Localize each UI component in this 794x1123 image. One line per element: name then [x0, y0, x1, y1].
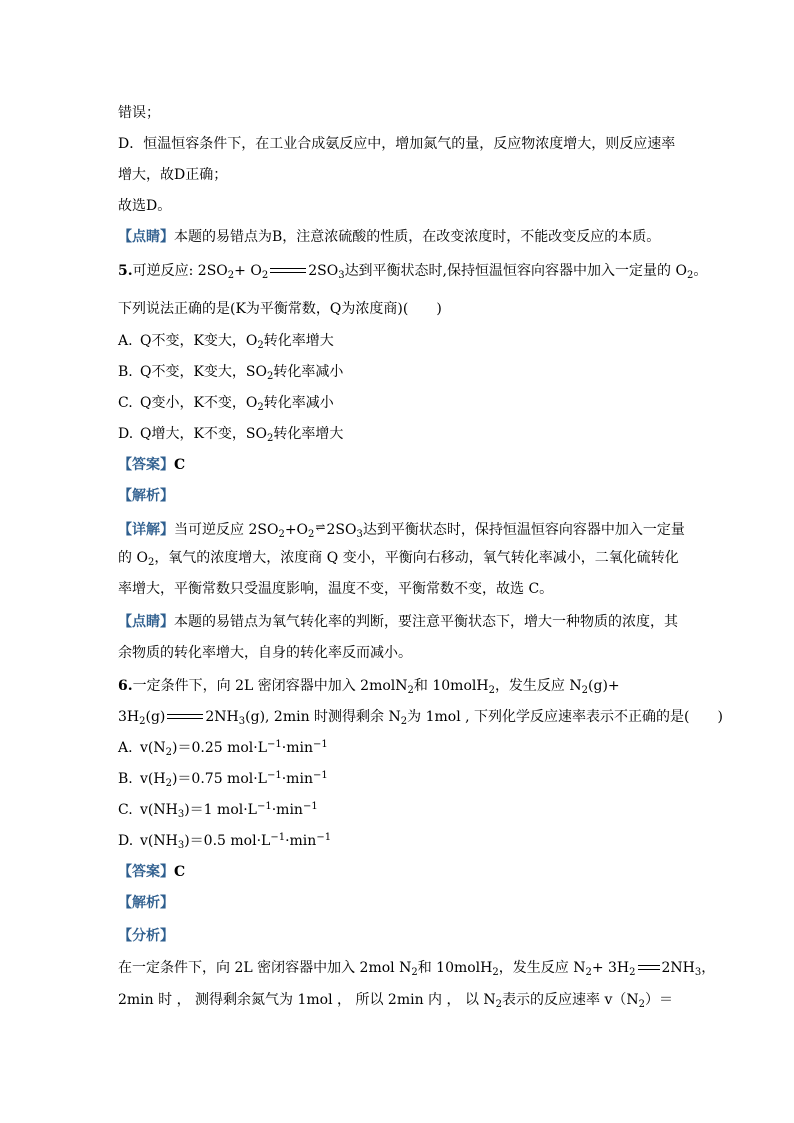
question-6-stem: [118, 676, 620, 696]
subscript: 2: [257, 340, 264, 351]
subscript: 2: [629, 967, 636, 978]
tip-tag: 【点睛】: [118, 229, 174, 245]
option-a: [118, 331, 334, 351]
text: 为 1mol , 下列化学反应速率表示不正确的是( ): [407, 709, 723, 725]
text: ，发生反应 N: [494, 678, 582, 694]
text: Q不变，K变大，SO: [140, 364, 268, 380]
superscript: −1: [267, 739, 282, 750]
text: )＝0.5 mol·L: [184, 833, 271, 849]
subscript: 2: [638, 999, 646, 1010]
text: Q变小，K不变，O: [140, 395, 258, 411]
tip-text: 本题的易错点为B，注意浓硫酸的性质，在改变浓度时，不能改变反应的本质。: [174, 229, 661, 245]
option-c: [118, 800, 318, 820]
option-b: [118, 769, 328, 789]
analysis-tag: 【解析】: [118, 488, 174, 504]
text: v(NH: [140, 833, 178, 849]
option-label: B.: [118, 771, 133, 787]
option-label: A.: [118, 740, 133, 756]
text: (g): [145, 709, 166, 725]
answer-tag: 【答案】: [118, 457, 174, 473]
text-line: 增大，故D正确；: [118, 167, 228, 183]
superscript: −1: [313, 739, 328, 750]
text: v(N: [140, 740, 166, 756]
text: ，氧气的浓度增大，浓度商 Q 变小，平衡向右移动，氧气转化率减小，二氧化硫转化: [154, 550, 679, 566]
text: 转化率减小: [273, 364, 344, 380]
subscript: 2: [488, 685, 495, 696]
subscript: 2: [495, 999, 503, 1010]
subscript: 2: [267, 433, 274, 444]
answer-value: C: [174, 864, 186, 880]
subscript: 2: [165, 778, 172, 789]
analysis-line: [118, 893, 174, 913]
subscript: 2: [165, 747, 172, 758]
brief-analysis-line: [118, 926, 174, 946]
text: 2SO: [326, 522, 357, 538]
text: 的 O: [118, 550, 148, 566]
analysis-tag: 【解析】: [118, 895, 174, 911]
option-a: [118, 738, 328, 758]
text: 达到平衡状态时，保持恒温恒容向容器中加入一定量: [362, 522, 685, 538]
text: ，发生反应 N: [498, 960, 586, 976]
subscript: 2: [308, 529, 315, 540]
text: ·min: [281, 740, 313, 756]
superscript: −1: [316, 832, 332, 843]
text: 转化率增大: [263, 333, 334, 349]
option-label: A.: [118, 333, 133, 349]
tip-line-3: 余物质的转化率增大，自身的转化率反而减小。: [118, 645, 412, 661]
question-6-stem-2: [118, 707, 723, 727]
subscript: 2: [147, 557, 155, 568]
text: 2NH: [661, 960, 695, 976]
reversible-arrow-icon: ⇌: [315, 520, 326, 534]
subscript: 2: [686, 270, 694, 281]
question-5-stem: [118, 261, 707, 281]
option-d: [118, 831, 331, 851]
option-label: B.: [118, 364, 133, 380]
text: )＝0.25 mol·L: [172, 740, 268, 756]
question-number: 5.: [118, 263, 133, 279]
subscript: 2: [407, 685, 414, 696]
subscript: 3: [177, 809, 185, 820]
answer-line: [118, 862, 185, 882]
text: 2min 时 ， 测得剩余氮气为 1mol ， 所以 2min 内 ， 以 N: [118, 992, 496, 1008]
subscript: 3: [338, 270, 345, 281]
text: 和 10molH: [413, 678, 489, 694]
text: 2NH: [205, 709, 239, 725]
text: 本题的易错点为氧气转化率的判断，要注意平衡状态下，增大一种物质的浓度，其: [174, 614, 678, 630]
subscript: 3: [356, 529, 363, 540]
superscript: −1: [302, 801, 318, 812]
subscript: 3: [177, 840, 185, 851]
text: ）＝: [645, 992, 674, 1008]
subscript: 2: [267, 371, 274, 382]
subscript: 2: [261, 270, 269, 281]
text: + 3H: [591, 960, 630, 976]
subscript: 3: [694, 967, 702, 978]
brief-analysis-tag: 【分析】: [118, 928, 174, 944]
subscript: 2: [585, 967, 592, 978]
option-label: C.: [118, 395, 133, 411]
text: + O: [234, 263, 262, 279]
superscript: −1: [266, 770, 282, 781]
subscript: 2: [411, 967, 418, 978]
tip-line: [118, 227, 660, 247]
subscript: 2: [400, 716, 408, 727]
text: 转化率减小: [263, 395, 334, 411]
text: 2SO: [308, 263, 339, 279]
text: ·min: [271, 802, 303, 818]
subscript: 2: [278, 529, 285, 540]
equilibrium-arrow-icon: [638, 964, 660, 972]
text: (g), 2min 时测得剩余 N: [245, 709, 401, 725]
text: ，: [701, 960, 716, 976]
text: 表示的反应速率 v（N: [502, 992, 639, 1008]
text: ·min: [281, 771, 313, 787]
text: 达到平衡状态时,保持恒温恒容向容器中加入一定量的 O: [344, 263, 687, 279]
text: 和 10molH: [417, 960, 493, 976]
option-label: D.: [118, 426, 134, 442]
question-5-stem-2: 下列说法正确的是(K为平衡常数，Q为浓度商)( ): [118, 301, 442, 317]
superscript: −1: [312, 770, 328, 781]
analysis-text-2: [118, 990, 673, 1010]
option-d: [118, 424, 343, 444]
subscript: 2: [581, 685, 589, 696]
option-c: [118, 393, 334, 413]
text: 转化率增大: [273, 426, 344, 442]
text: v(NH: [140, 802, 178, 818]
answer-line: [118, 455, 185, 475]
text: 3H: [118, 709, 140, 725]
text: +O: [284, 522, 309, 538]
text: )＝0.75 mol·L: [171, 771, 267, 787]
detail-tag: 【详解】: [118, 522, 174, 538]
subscript: 2: [139, 716, 146, 727]
text-line: D．恒温恒容条件下，在工业合成氨反应中，增加氮气的量，反应物浓度增大，则反应速率: [118, 136, 676, 152]
detail-line-3: 率增大，平衡常数只受温度影响，温度不变，平衡常数不变，故选 C。: [118, 581, 554, 597]
text: Q增大，K不变，SO: [140, 426, 268, 442]
superscript: −1: [256, 801, 272, 812]
text: 当可逆反应 2SO: [174, 522, 279, 538]
tip-tag: 【点睛】: [118, 614, 174, 630]
text: )＝1 mol·L: [184, 802, 257, 818]
text: 在一定条件下，向 2L 密闭容器中加入 2mol N: [118, 960, 412, 976]
tip-line-2: [118, 612, 678, 632]
detail-line-2: [118, 548, 679, 568]
subscript: 2: [492, 967, 499, 978]
detail-line-1: [118, 517, 685, 540]
text-line: 故选D。: [118, 198, 172, 214]
subscript: 2: [257, 402, 264, 413]
text: 一定条件下，向 2L 密闭容器中加入 2molN: [132, 678, 408, 694]
analysis-text-1: [118, 958, 715, 978]
text-line: 错误；: [118, 105, 160, 121]
answer-tag: 【答案】: [118, 864, 174, 880]
equilibrium-arrow-icon: [270, 267, 306, 275]
question-number: 6.: [118, 678, 133, 694]
equilibrium-arrow-icon: [167, 713, 203, 721]
text: 可逆反应: 2SO: [132, 263, 228, 279]
text: v(H: [140, 771, 166, 787]
subscript: 2: [227, 270, 235, 281]
text: (g)+: [588, 678, 620, 694]
subscript: 3: [238, 716, 246, 727]
option-label: C.: [118, 802, 133, 818]
text: Q不变，K变大，O: [140, 333, 258, 349]
option-label: D.: [118, 833, 134, 849]
text: 。: [693, 263, 708, 279]
option-b: [118, 362, 343, 382]
text: ·min: [285, 833, 317, 849]
superscript: −1: [270, 832, 286, 843]
analysis-line: [118, 486, 174, 506]
answer-value: C: [174, 457, 186, 473]
